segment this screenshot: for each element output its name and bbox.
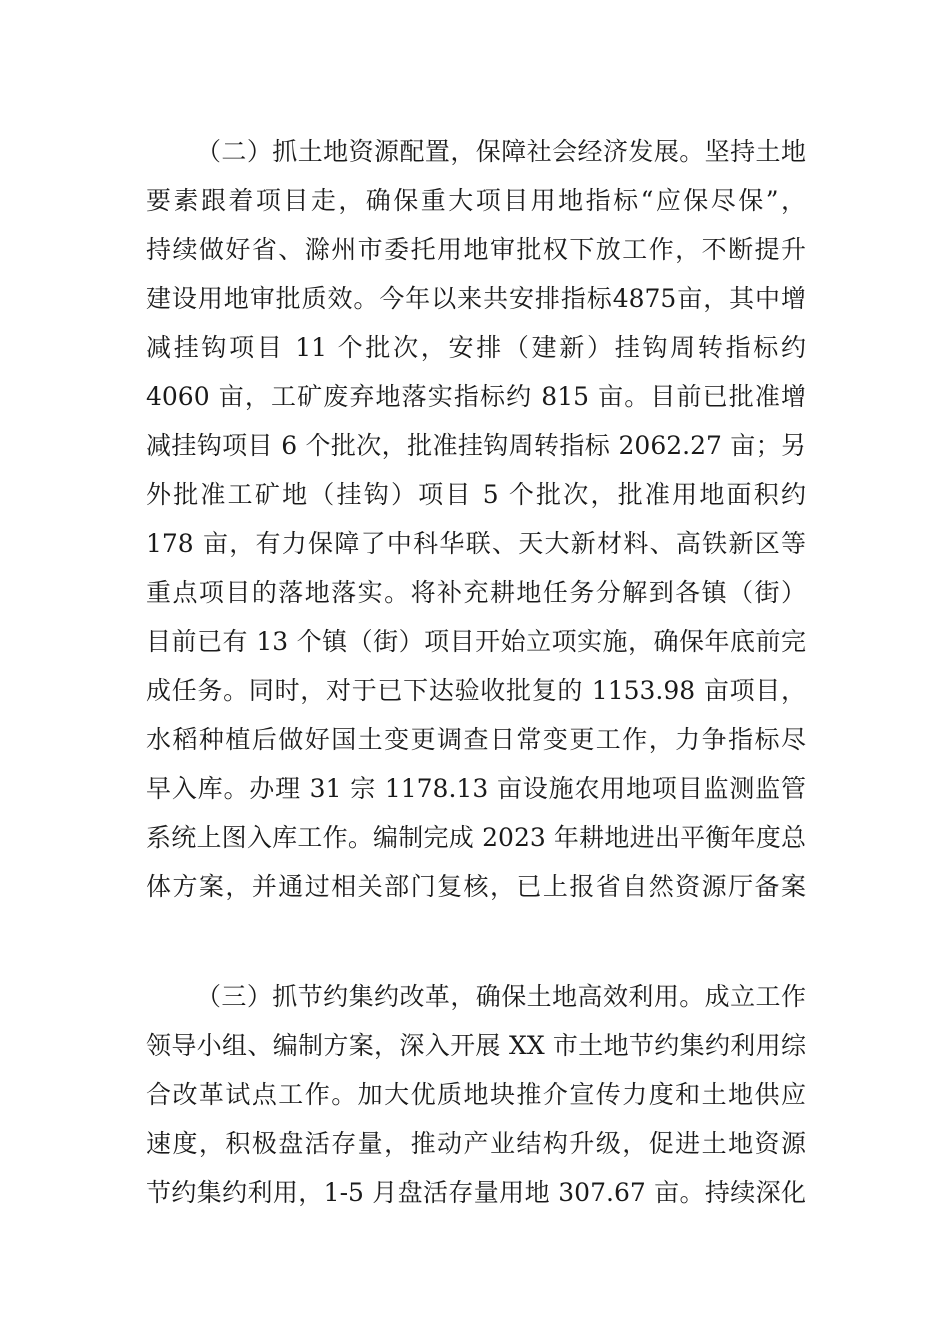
text-line: 4060 亩，工矿废弃地落实指标约 815 亩。目前已批准增: [146, 382, 806, 411]
text-line: 178 亩，有力保障了中科华联、天大新材料、高铁新区等: [146, 529, 806, 558]
text-line: 领导小组、编制方案，深入开展 XX 市土地节约集约利用综: [146, 1031, 806, 1060]
text-line: 系统上图入库工作。编制完成 2023 年耕地进出平衡年度总: [146, 823, 806, 852]
text-line: 外批准工矿地（挂钩）项目 5 个批次，批准用地面积约: [146, 480, 806, 509]
text-line: 减挂钩项目 6 个批次，批准挂钩周转指标 2062.27 亩；另: [146, 431, 806, 460]
text-line: 合改革试点工作。加大优质地块推介宣传力度和土地供应: [146, 1080, 806, 1109]
text-line: 减挂钩项目 11 个批次，安排（建新）挂钩周转指标约: [146, 333, 806, 362]
text-line: 速度，积极盘活存量，推动产业结构升级，促进土地资源: [146, 1129, 806, 1158]
text-line: 重点项目的落地落实。将补充耕地任务分解到各镇（街）: [146, 578, 806, 607]
text-line: 节约集约利用，1-5 月盘活存量用地 307.67 亩。持续深化: [146, 1178, 806, 1207]
text-line: （二）抓土地资源配置，保障社会经济发展。坚持土地: [196, 137, 806, 166]
text-line: 成任务。同时，对于已下达验收批复的 1153.98 亩项目，: [146, 676, 806, 705]
text-line: （三）抓节约集约改革，确保土地高效利用。成立工作: [196, 982, 806, 1011]
text-line: 目前已有 13 个镇（街）项目开始立项实施，确保年底前完: [146, 627, 806, 656]
text-line: 要素跟着项目走，确保重大项目用地指标“应保尽保”，: [146, 186, 806, 215]
text-line: 早入库。办理 31 宗 1178.13 亩设施农用地项目监测监管: [146, 774, 806, 803]
text-line: 水稻种植后做好国土变更调查日常变更工作，力争指标尽: [146, 725, 806, 754]
text-line: 持续做好省、滁州市委托用地审批权下放工作，不断提升: [146, 235, 806, 264]
text-line: 建设用地审批质效。今年以来共安排指标4875亩，其中增: [146, 284, 806, 313]
text-line: 体方案，并通过相关部门复核，已上报省自然资源厅备案: [146, 872, 806, 901]
